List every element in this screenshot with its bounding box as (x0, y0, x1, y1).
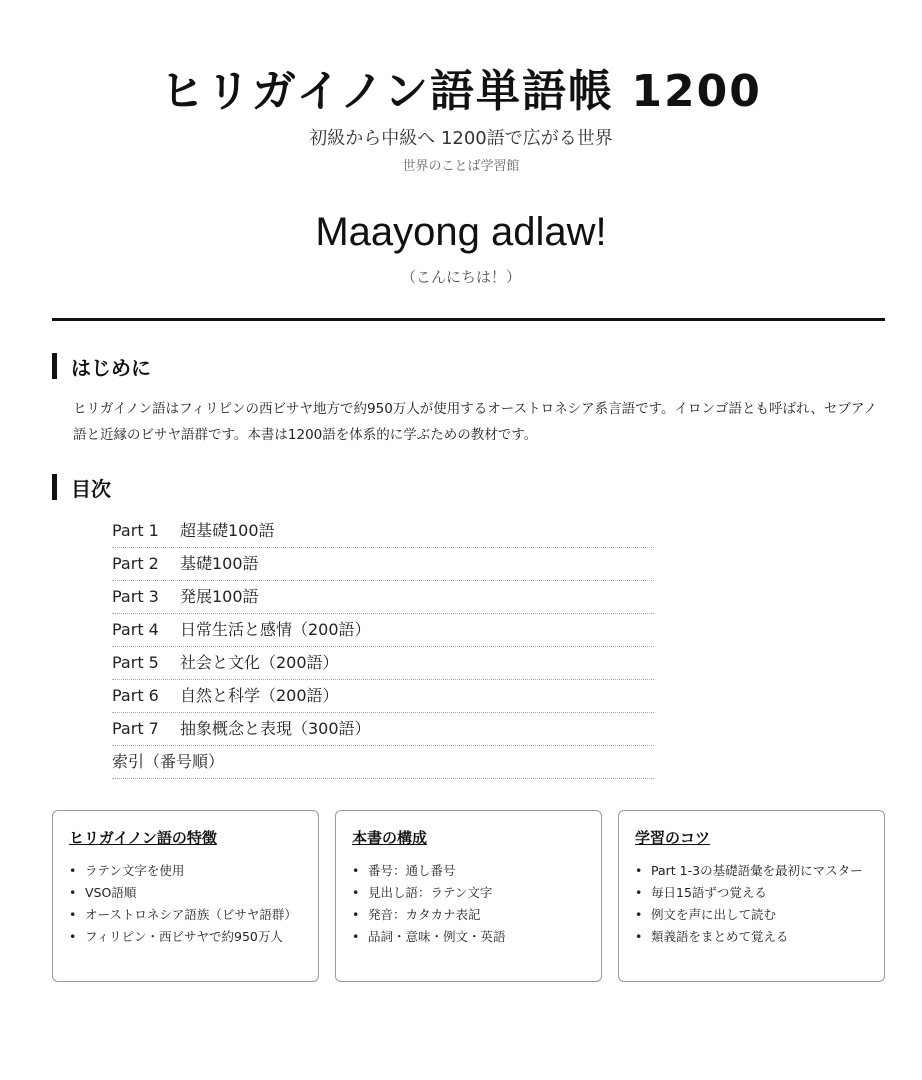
info-boxes (52, 810, 885, 982)
tips-list (635, 860, 868, 948)
list-item: • 品詞・意味・例文・英語 (352, 926, 585, 948)
list-item: • 毎日15語ずつ覚える (635, 882, 868, 904)
toc-part-number: Part 3 (112, 587, 159, 606)
section-bar-marker (52, 474, 57, 500)
toc-heading (52, 473, 111, 501)
toc-part-title: 日常生活と感情（200語） (180, 620, 371, 639)
list-item: • ラテン文字を使用 (69, 860, 302, 882)
intro-heading (52, 352, 151, 380)
toc-part-number: Part 4 (112, 620, 159, 639)
intro-paragraph: ヒリガイノン語はフィリピンの西ビサヤ地方で約950万人が使用するオーストロネシア系言語です。イロンゴ語とも呼ばれ、セブアノ語と近縁のビサヤ語群です。本書は1200語を体系的に学ぶための教材です。 (73, 401, 877, 443)
toc-index-title: 索引（番号順） (112, 752, 225, 771)
list-item: • フィリピン・西ビサヤで約950万人 (69, 926, 302, 948)
toc-part-title: 自然と科学（200語） (180, 686, 339, 705)
features-box (52, 810, 319, 982)
structure-list (352, 860, 585, 948)
list-item: • VSO語順 (69, 882, 302, 904)
toc-item-part-5[interactable] (112, 647, 654, 680)
intro-heading-text: はじめに (71, 355, 151, 380)
toc-part-title: 社会と文化（200語） (180, 653, 339, 672)
greeting-translation: （こんにちは！） (400, 268, 521, 286)
toc-item-part-1[interactable] (112, 515, 654, 548)
list-item: • 例文を声に出して読む (635, 904, 868, 926)
toc-item-index[interactable] (112, 746, 654, 779)
structure-box-title: 本書の構成 (352, 829, 428, 847)
toc-heading-text: 目次 (71, 476, 111, 501)
toc-list (112, 515, 654, 779)
list-item: • オーストロネシア語族（ビサヤ語群） (69, 904, 302, 926)
toc-item-part-6[interactable] (112, 680, 654, 713)
toc-part-number: Part 5 (112, 653, 159, 672)
list-item: • Part 1-3の基礎語彙を最初にマスター (635, 860, 868, 882)
toc-part-title: 超基礎100語 (180, 521, 275, 540)
toc-part-number: Part 6 (112, 686, 159, 705)
structure-box (335, 810, 602, 982)
page-title: ヒリガイノン語単語帳 1200 (160, 66, 762, 117)
list-item: • 見出し語：ラテン文字 (352, 882, 585, 904)
list-item: • 番号：通し番号 (352, 860, 585, 882)
toc-item-part-2[interactable] (112, 548, 654, 581)
toc-item-part-7[interactable] (112, 713, 654, 746)
toc-part-number: Part 7 (112, 719, 159, 738)
toc-item-part-4[interactable] (112, 614, 654, 647)
features-list (69, 860, 302, 948)
toc-part-title: 発展100語 (180, 587, 259, 606)
toc-item-part-3[interactable] (112, 581, 654, 614)
toc-part-number: Part 1 (112, 521, 159, 540)
tips-box (618, 810, 885, 982)
header-divider (52, 318, 885, 321)
page-subtitle: 初級から中級へ 1200語で広がる世界 (309, 128, 613, 149)
section-bar-marker (52, 353, 57, 379)
tips-box-title: 学習のコツ (635, 829, 711, 847)
publisher-name: 世界のことば学習館 (402, 159, 520, 174)
toc-part-number: Part 2 (112, 554, 159, 573)
list-item: • 類義語をまとめて覚える (635, 926, 868, 948)
greeting-phrase: Maayong adlaw! (315, 210, 607, 254)
features-box-title: ヒリガイノン語の特徴 (69, 829, 217, 847)
toc-part-title: 抽象概念と表現（300語） (180, 719, 371, 738)
list-item: • 発音：カタカナ表記 (352, 904, 585, 926)
toc-part-title: 基礎100語 (180, 554, 259, 573)
